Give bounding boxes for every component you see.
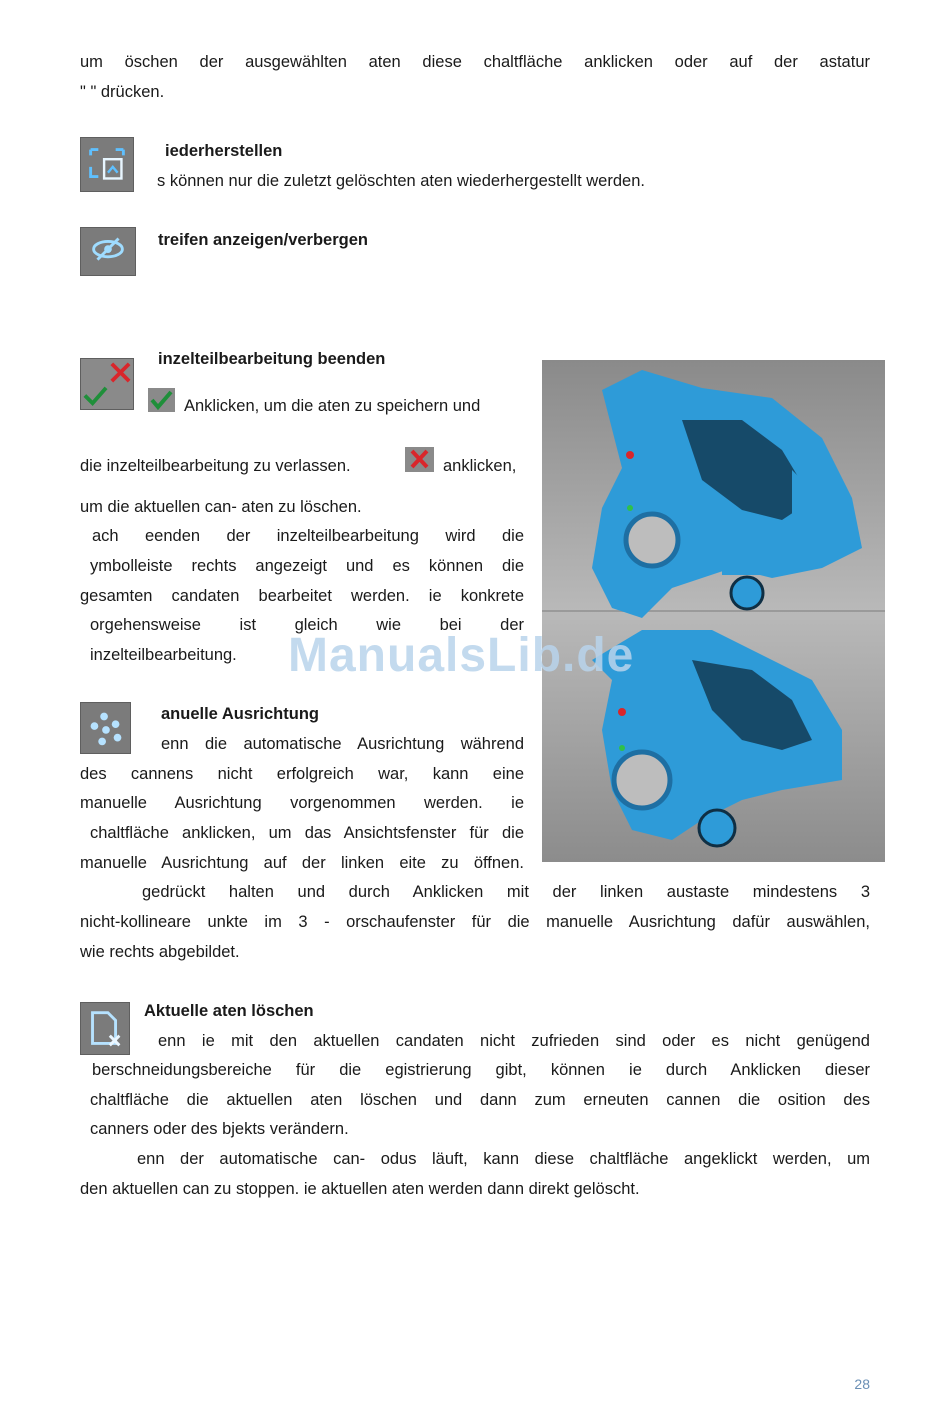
confirm-cancel-icon[interactable]	[80, 358, 134, 410]
single-edit-line-3: um die aktuellen can- aten zu löschen.	[80, 498, 362, 516]
manual-align-line-1: enn die automatische Ausrichtung während	[161, 735, 524, 753]
hide-stripes-icon[interactable]	[80, 227, 136, 276]
restore-icon[interactable]	[80, 137, 134, 192]
check-icon[interactable]	[148, 388, 175, 412]
single-edit-line-2b: anklicken,	[443, 457, 517, 475]
delete-line-2: berschneidungsbereiche für die egistrierung gibt, können ie durch Anklicken dieser	[92, 1061, 870, 1079]
intro-line-2: " " drücken.	[80, 83, 165, 101]
delete-line-3: chaltfläche die aktuellen aten löschen und dann zum erneuten cannen die osition des	[90, 1091, 870, 1109]
intro-line-1: um öschen der ausgewählten aten diese chaltfläche anklicken oder auf der astatur	[80, 53, 870, 71]
single-edit-line-6: gesamten candaten bearbeitet werden. ie konkrete	[80, 587, 524, 605]
manual-align-line-4: chaltfläche anklicken, um das Ansichtsfenster für die	[90, 824, 524, 842]
manual-align-line-8: wie rechts abgebildet.	[80, 943, 240, 961]
delete-line-1: enn ie mit den aktuellen candaten nicht zufrieden sind oder es nicht genügend	[158, 1032, 870, 1050]
page-number: 28	[854, 1376, 870, 1392]
single-edit-title: inzelteilbearbeitung beenden	[158, 350, 386, 368]
single-edit-line-7: orgehensweise ist gleich wie bei der	[90, 616, 524, 634]
manual-align-title: anuelle Ausrichtung	[161, 705, 319, 723]
stripes-title: treifen anzeigen/verbergen	[158, 231, 368, 249]
scan-top	[592, 370, 862, 618]
manual-align-line-5: manuelle Ausrichtung auf der linken eite zu öffnen.	[80, 854, 524, 872]
manual-align-line-3: manuelle Ausrichtung vorgenommen werden. ie	[80, 794, 524, 812]
restore-text: s können nur die zuletzt gelöschten aten wiederhergestellt werden.	[157, 172, 645, 190]
manual-align-line-2: des cannens nicht erfolgreich war, kann eine	[80, 765, 524, 783]
delete-line-5: enn der automatische can- odus läuft, kann diese chaltfläche angeklickt werden, um	[137, 1150, 870, 1168]
single-edit-line-4: ach eenden der inzelteilbearbeitung wird die	[92, 527, 524, 545]
scan-preview-image	[542, 360, 885, 862]
manual-align-line-6: gedrückt halten und durch Anklicken mit der linken austaste mindestens 3	[142, 883, 870, 901]
manual-align-icon[interactable]	[80, 702, 131, 754]
single-edit-line-8: inzelteilbearbeitung.	[90, 646, 237, 664]
single-edit-line-2a: die inzelteilbearbeitung zu verlassen.	[80, 457, 351, 475]
delete-title: Aktuelle aten löschen	[144, 1002, 314, 1020]
single-edit-line-5: ymbolleiste rechts angezeigt und es können die	[90, 557, 524, 575]
restore-title: iederherstellen	[165, 142, 283, 160]
cross-icon[interactable]	[405, 447, 434, 472]
delete-data-icon[interactable]	[80, 1002, 130, 1055]
manual-align-line-7: nicht-kollineare unkte im 3 - orschaufenster für die manuelle Ausrichtung dafür auswählen,	[80, 913, 870, 931]
watermark: ManualsLib.de	[288, 629, 635, 682]
single-edit-line-1: Anklicken, um die aten zu speichern und	[184, 397, 481, 415]
delete-line-6: den aktuellen can zu stoppen. ie aktuellen aten werden dann direkt gelöscht.	[80, 1180, 640, 1198]
delete-line-4: canners oder des bjekts verändern.	[90, 1120, 349, 1138]
